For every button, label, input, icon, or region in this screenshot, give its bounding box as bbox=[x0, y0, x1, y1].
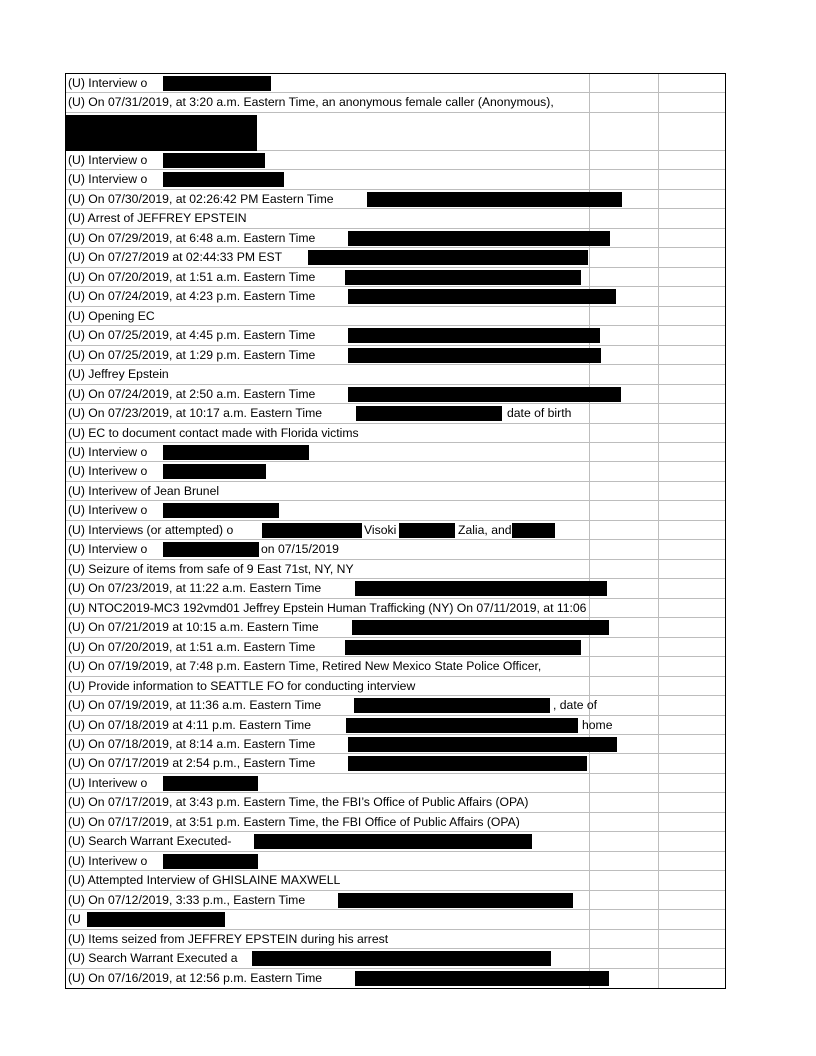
row-text: (U) Search Warrant Executed a bbox=[68, 951, 238, 966]
row-text: (U) NTOC2019-MC3 192vmd01 Jeffrey Epstein Human Trafficking (NY) On 07/11/2019, at 11:06 bbox=[68, 600, 587, 615]
row-text: (U) Jeffrey Epstein bbox=[68, 367, 169, 382]
column-divider bbox=[658, 404, 659, 422]
row-text: (U) On 07/17/2019 at 2:54 p.m., Eastern Time bbox=[68, 756, 316, 771]
column-divider bbox=[589, 268, 590, 286]
column-divider bbox=[589, 871, 590, 889]
table-row bbox=[66, 560, 725, 579]
table-row bbox=[66, 482, 725, 501]
redaction-box bbox=[352, 620, 609, 635]
column-divider bbox=[589, 910, 590, 928]
table-row bbox=[66, 618, 725, 637]
table-row bbox=[66, 307, 725, 326]
redaction-box bbox=[87, 912, 225, 927]
column-divider bbox=[589, 307, 590, 325]
redaction-box bbox=[355, 581, 607, 596]
row-text: (U) On 07/19/2019, at 7:48 p.m. Eastern Time, Retired New Mexico State Police Officer, bbox=[68, 659, 542, 674]
table-row bbox=[66, 638, 725, 657]
row-text: (U) Interview o bbox=[68, 444, 148, 459]
column-divider bbox=[589, 93, 590, 111]
table-row bbox=[66, 735, 725, 754]
table-row bbox=[66, 910, 725, 929]
redaction-box bbox=[348, 289, 616, 304]
table-row bbox=[66, 696, 725, 715]
table-row bbox=[66, 754, 725, 773]
column-divider bbox=[589, 501, 590, 519]
table-row bbox=[66, 599, 725, 618]
column-divider bbox=[658, 326, 659, 344]
column-divider bbox=[658, 540, 659, 558]
column-divider bbox=[658, 307, 659, 325]
row-text: (U) On 07/29/2019, at 6:48 a.m. Eastern Time bbox=[68, 230, 316, 245]
redaction-box bbox=[345, 270, 581, 285]
table-row bbox=[66, 404, 725, 423]
column-divider bbox=[658, 677, 659, 695]
redaction-box bbox=[163, 854, 258, 869]
row-text: (U) Search Warrant Executed- bbox=[68, 834, 232, 849]
row-text: (U) On 07/30/2019, at 02:26:42 PM Eastern Time bbox=[68, 191, 334, 206]
row-text: (U) Interview o bbox=[68, 76, 148, 90]
redaction-box bbox=[356, 406, 502, 421]
table-row bbox=[66, 287, 725, 306]
row-text: (U) Interivew o bbox=[68, 775, 148, 790]
redaction-box bbox=[512, 523, 555, 538]
row-text: (U) On 07/18/2019 at 4:11 p.m. Eastern Time bbox=[68, 717, 311, 732]
column-divider bbox=[658, 716, 659, 734]
row-text: (U) Interview o bbox=[68, 152, 148, 167]
row-text: (U) Interivew o bbox=[68, 503, 148, 518]
column-divider bbox=[658, 599, 659, 617]
column-divider bbox=[589, 170, 590, 188]
redaction-box bbox=[345, 640, 581, 655]
row-text: (U) On 07/27/2019 at 02:44:33 PM EST bbox=[68, 250, 283, 265]
column-divider bbox=[589, 657, 590, 675]
column-divider bbox=[658, 754, 659, 772]
redaction-box bbox=[65, 115, 257, 151]
table-row bbox=[66, 424, 725, 443]
column-divider bbox=[658, 443, 659, 461]
redacted-document-table bbox=[65, 73, 726, 989]
column-divider bbox=[658, 501, 659, 519]
row-text: , date of bbox=[553, 698, 598, 713]
row-text: on 07/15/2019 bbox=[261, 542, 339, 557]
table-row bbox=[66, 93, 725, 112]
column-divider bbox=[589, 560, 590, 578]
table-row bbox=[66, 930, 725, 949]
column-divider bbox=[589, 248, 590, 266]
column-divider bbox=[658, 229, 659, 247]
column-divider bbox=[589, 151, 590, 169]
table-row bbox=[66, 74, 725, 93]
redaction-box bbox=[163, 542, 259, 557]
column-divider bbox=[658, 793, 659, 811]
column-divider bbox=[589, 638, 590, 656]
row-text: (U) On 07/19/2019, at 11:36 a.m. Eastern Time bbox=[68, 698, 322, 713]
table-row bbox=[66, 229, 725, 248]
row-text: (U) On 07/25/2019, at 1:29 p.m. Eastern Time bbox=[68, 347, 316, 362]
column-divider bbox=[589, 832, 590, 850]
redaction-box bbox=[348, 737, 617, 752]
row-text: (U) On 07/20/2019, at 1:51 a.m. Eastern Time bbox=[68, 269, 316, 284]
row-text: date of birth bbox=[507, 406, 572, 421]
redaction-box bbox=[163, 464, 266, 479]
column-divider bbox=[589, 852, 590, 870]
column-divider bbox=[658, 93, 659, 111]
redaction-box bbox=[163, 172, 284, 187]
table-row bbox=[66, 521, 725, 540]
column-divider bbox=[589, 813, 590, 831]
row-text: (U) On 07/21/2019 at 10:15 a.m. Eastern Time bbox=[68, 620, 319, 635]
column-divider bbox=[658, 832, 659, 850]
row-text: (U) On 07/16/2019, at 12:56 p.m. Eastern Time bbox=[68, 970, 323, 985]
column-divider bbox=[658, 930, 659, 948]
table-row bbox=[66, 443, 725, 462]
table-row bbox=[66, 657, 725, 676]
column-divider bbox=[658, 969, 659, 988]
table-row bbox=[66, 891, 725, 910]
row-text: (U) On 07/24/2019, at 2:50 a.m. Eastern Time bbox=[68, 386, 316, 401]
redaction-box bbox=[163, 76, 271, 91]
row-text: (U) Seizure of items from safe of 9 East 71st, NY, NY bbox=[68, 561, 354, 576]
row-text: (U) Items seized from JEFFREY EPSTEIN during his arrest bbox=[68, 931, 389, 946]
row-text: (U bbox=[68, 912, 81, 927]
row-text: (U) On 07/18/2019, at 8:14 a.m. Eastern Time bbox=[68, 737, 316, 751]
row-text: (U) Interviews (or attempted) o bbox=[68, 522, 234, 537]
column-divider bbox=[658, 151, 659, 169]
column-divider bbox=[589, 462, 590, 480]
row-text: (U) Arrest of JEFFREY EPSTEIN bbox=[68, 211, 247, 226]
column-divider bbox=[658, 346, 659, 364]
table-row bbox=[66, 326, 725, 345]
row-text: (U) On 07/12/2019, 3:33 p.m., Eastern Time bbox=[68, 892, 306, 907]
column-divider bbox=[589, 424, 590, 442]
column-divider bbox=[658, 268, 659, 286]
row-text: (U) Attempted Interview of GHISLAINE MAXWELL bbox=[68, 873, 341, 888]
table-row bbox=[66, 170, 725, 189]
column-divider bbox=[589, 677, 590, 695]
column-divider bbox=[658, 521, 659, 539]
column-divider bbox=[658, 424, 659, 442]
column-divider bbox=[589, 754, 590, 772]
column-divider bbox=[589, 949, 590, 967]
table-row bbox=[66, 832, 725, 851]
row-text: (U) Provide information to SEATTLE FO for conducting interview bbox=[68, 678, 416, 693]
column-divider bbox=[658, 209, 659, 227]
row-text: Visoki bbox=[364, 522, 397, 537]
table-row bbox=[66, 579, 725, 598]
column-divider bbox=[658, 696, 659, 714]
redaction-box bbox=[355, 971, 609, 986]
row-text: (U) On 07/23/2019, at 10:17 a.m. Eastern Time bbox=[68, 406, 323, 421]
redaction-box bbox=[348, 348, 601, 363]
table-row bbox=[66, 774, 725, 793]
redaction-box bbox=[348, 328, 600, 343]
table-row bbox=[66, 677, 725, 696]
column-divider bbox=[658, 462, 659, 480]
redaction-box bbox=[163, 445, 309, 460]
column-divider bbox=[589, 209, 590, 227]
table-row bbox=[66, 346, 725, 365]
table-row bbox=[66, 151, 725, 170]
row-text: (U) Interview o bbox=[68, 172, 148, 187]
column-divider bbox=[658, 190, 659, 208]
column-divider bbox=[658, 813, 659, 831]
column-divider bbox=[589, 113, 590, 150]
table-row bbox=[66, 969, 725, 988]
redaction-box bbox=[252, 951, 551, 966]
table-row bbox=[66, 190, 725, 209]
column-divider bbox=[658, 560, 659, 578]
row-text: (U) Interivew of Jean Brunel bbox=[68, 483, 220, 498]
redaction-box bbox=[367, 192, 622, 207]
row-text: (U) On 07/17/2019, at 3:43 p.m. Eastern Time, the FBI’s Office of Public Affairs (OPA) bbox=[68, 795, 529, 810]
column-divider bbox=[589, 599, 590, 617]
table-row bbox=[66, 949, 725, 968]
column-divider bbox=[658, 910, 659, 928]
table-row bbox=[66, 540, 725, 559]
table-row bbox=[66, 113, 725, 151]
row-text: (U) Interview o bbox=[68, 542, 148, 557]
column-divider bbox=[658, 891, 659, 909]
redaction-box bbox=[262, 523, 362, 538]
column-divider bbox=[658, 385, 659, 403]
row-text: (U) On 07/25/2019, at 4:45 p.m. Eastern Time bbox=[68, 328, 316, 343]
row-text: home bbox=[582, 717, 613, 732]
redaction-box bbox=[348, 756, 587, 771]
table-row bbox=[66, 268, 725, 287]
table-row bbox=[66, 462, 725, 481]
row-text: (U) Interivew o bbox=[68, 464, 148, 479]
column-divider bbox=[589, 404, 590, 422]
redaction-box bbox=[254, 834, 532, 849]
column-divider bbox=[589, 365, 590, 383]
table-row bbox=[66, 501, 725, 520]
row-text: (U) On 07/20/2019, at 1:51 a.m. Eastern Time bbox=[68, 639, 316, 654]
redaction-box bbox=[163, 776, 258, 791]
column-divider bbox=[589, 521, 590, 539]
redaction-box bbox=[308, 250, 588, 265]
table-row bbox=[66, 793, 725, 812]
row-text: (U) On 07/31/2019, at 3:20 a.m. Eastern Time, an anonymous female caller (Anonymous), bbox=[68, 95, 554, 110]
column-divider bbox=[658, 365, 659, 383]
column-divider bbox=[589, 74, 590, 92]
table-row bbox=[66, 813, 725, 832]
redaction-box bbox=[163, 153, 265, 168]
redaction-box bbox=[163, 503, 279, 518]
row-text: (U) On 07/17/2019, at 3:51 p.m. Eastern Time, the FBI Office of Public Affairs (OPA) bbox=[68, 814, 520, 829]
column-divider bbox=[589, 891, 590, 909]
redaction-box bbox=[399, 523, 455, 538]
column-divider bbox=[658, 949, 659, 967]
column-divider bbox=[658, 735, 659, 753]
column-divider bbox=[658, 482, 659, 500]
column-divider bbox=[658, 74, 659, 92]
column-divider bbox=[658, 170, 659, 188]
column-divider bbox=[658, 871, 659, 889]
column-divider bbox=[658, 618, 659, 636]
table-row bbox=[66, 248, 725, 267]
column-divider bbox=[589, 482, 590, 500]
redaction-box bbox=[338, 893, 573, 908]
column-divider bbox=[589, 443, 590, 461]
column-divider bbox=[589, 930, 590, 948]
column-divider bbox=[658, 113, 659, 150]
column-divider bbox=[658, 248, 659, 266]
column-divider bbox=[658, 852, 659, 870]
redaction-box bbox=[348, 231, 610, 246]
row-text: Zalia, and bbox=[458, 522, 512, 537]
column-divider bbox=[589, 540, 590, 558]
table-row bbox=[66, 852, 725, 871]
column-divider bbox=[658, 579, 659, 597]
row-text: (U) Interivew o bbox=[68, 853, 148, 868]
table-row bbox=[66, 209, 725, 228]
table-row bbox=[66, 871, 725, 890]
table-row bbox=[66, 365, 725, 384]
redaction-box bbox=[346, 718, 578, 733]
column-divider bbox=[589, 774, 590, 792]
column-divider bbox=[658, 657, 659, 675]
column-divider bbox=[658, 287, 659, 305]
column-divider bbox=[658, 638, 659, 656]
row-text: (U) On 07/23/2019, at 11:22 a.m. Eastern Time bbox=[68, 581, 322, 596]
row-text: (U) EC to document contact made with Florida victims bbox=[68, 425, 359, 440]
table-row bbox=[66, 385, 725, 404]
column-divider bbox=[589, 793, 590, 811]
table-row bbox=[66, 716, 725, 735]
row-text: (U) Opening EC bbox=[68, 308, 155, 323]
redaction-box bbox=[348, 387, 621, 402]
column-divider bbox=[658, 774, 659, 792]
redaction-box bbox=[354, 698, 550, 713]
row-text: (U) On 07/24/2019, at 4:23 p.m. Eastern Time bbox=[68, 289, 316, 304]
